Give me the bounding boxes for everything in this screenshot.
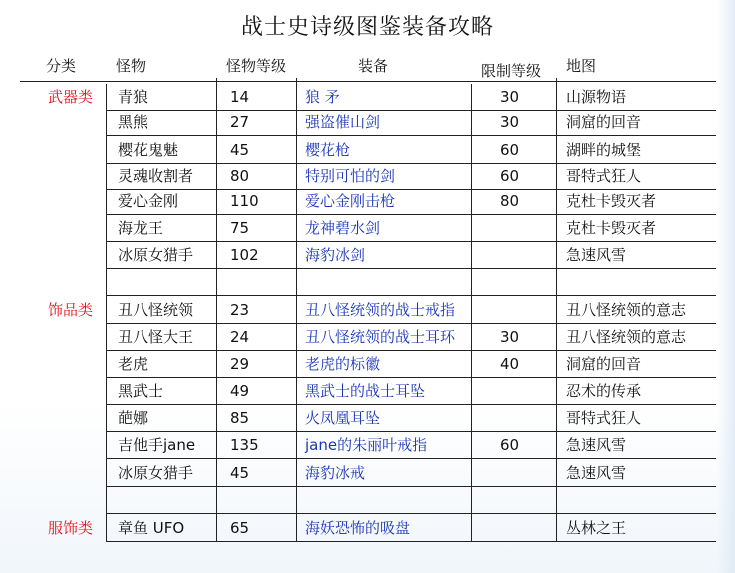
table-row-rule (106, 486, 716, 487)
cell-equipment: 海豹冰剑 (305, 246, 366, 264)
cell-equipment: 丑八怪统领的战士戒指 (305, 301, 456, 319)
cell-level: 102 (230, 246, 259, 264)
cell-limit: 30 (500, 113, 520, 131)
cell-level: 45 (230, 464, 250, 482)
table-row-rule (106, 323, 716, 324)
cell-level: 45 (230, 141, 250, 159)
table-row-rule (106, 431, 716, 432)
cell-monster: 冰原女猎手 (118, 246, 194, 264)
cell-map: 急速风雪 (566, 464, 627, 482)
page-edge-shadow (717, 0, 735, 573)
cell-map: 丑八怪统领的意志 (566, 328, 687, 346)
cell-monster: 丑八怪大王 (118, 328, 194, 346)
table-column-divider (216, 78, 217, 542)
header-limit: 限制等级 (481, 62, 542, 80)
cell-equipment: 火凤凰耳坠 (305, 409, 381, 427)
cell-equipment: 黑武士的战士耳坠 (305, 382, 426, 400)
table-column-divider (106, 84, 107, 542)
cell-equipment: 特别可怕的剑 (305, 167, 396, 185)
cell-level: 23 (230, 301, 250, 319)
cell-level: 80 (230, 167, 250, 185)
cell-map: 哥特式狂人 (566, 409, 642, 427)
header-level: 怪物等级 (226, 57, 287, 75)
cell-level: 14 (230, 88, 250, 106)
cell-equipment: 强盗催山剑 (305, 113, 381, 131)
cell-limit: 80 (500, 192, 520, 210)
cell-equipment: jane的朱丽叶戒指 (305, 436, 428, 454)
cell-category: 服饰类 (48, 519, 94, 537)
cell-monster: 黑熊 (118, 113, 149, 131)
cell-monster: 冰原女猎手 (118, 464, 194, 482)
cell-monster: 樱花鬼魅 (118, 141, 179, 159)
cell-monster: 爱心金刚 (118, 192, 179, 210)
table-row-rule (106, 458, 716, 459)
table-row-rule (106, 214, 716, 215)
cell-level: 65 (230, 519, 250, 537)
cell-category: 武器类 (48, 88, 94, 106)
cell-map: 急速风雪 (566, 246, 627, 264)
table-row-rule (106, 350, 716, 351)
table-row-rule (106, 295, 716, 296)
cell-category: 饰品类 (48, 301, 94, 319)
cell-monster: 章鱼 UFO (118, 519, 185, 537)
table-row-rule (106, 189, 716, 190)
cell-map: 丑八怪统领的意志 (566, 301, 687, 319)
table-row-rule (106, 541, 716, 542)
cell-monster: 灵魂收割者 (118, 167, 194, 185)
cell-map: 克杜卡毁灭者 (566, 219, 657, 237)
cell-equipment: 老虎的标徽 (305, 355, 381, 373)
cell-monster: 黑武士 (118, 382, 164, 400)
cell-equipment: 爱心金刚击枪 (305, 192, 396, 210)
cell-level: 49 (230, 382, 250, 400)
cell-equipment: 龙神碧水剑 (305, 219, 381, 237)
cell-limit: 60 (500, 141, 520, 159)
table-column-divider (556, 78, 557, 542)
cell-limit: 30 (500, 88, 520, 106)
cell-map: 山源物语 (566, 88, 627, 106)
table-row-rule (106, 404, 716, 405)
cell-equipment: 丑八怪统领的战士耳环 (305, 328, 456, 346)
table-column-divider (471, 84, 472, 542)
table-row-rule (106, 268, 716, 269)
cell-equipment: 海妖恐怖的吸盘 (305, 519, 411, 537)
cell-limit: 40 (500, 355, 520, 373)
cell-map: 湖畔的城堡 (566, 141, 642, 159)
cell-equipment: 海豹冰戒 (305, 464, 366, 482)
cell-monster: 海龙王 (118, 219, 164, 237)
cell-map: 丛林之王 (566, 519, 627, 537)
cell-level: 29 (230, 355, 250, 373)
cell-monster: 老虎 (118, 355, 149, 373)
cell-level: 110 (230, 192, 259, 210)
cell-level: 24 (230, 328, 250, 346)
cell-limit: 30 (500, 328, 520, 346)
table-row-rule (106, 513, 716, 514)
cell-level: 85 (230, 409, 250, 427)
cell-map: 克杜卡毁灭者 (566, 192, 657, 210)
cell-map: 急速风雪 (566, 436, 627, 454)
cell-map: 洞窟的回音 (566, 113, 642, 131)
table-column-divider (296, 78, 297, 542)
cell-monster: 丑八怪统领 (118, 301, 194, 319)
header-equipment: 装备 (358, 57, 389, 75)
cell-equipment: 狼 矛 (305, 88, 340, 106)
page-title: 战士史诗级图鉴装备攻略 (240, 15, 494, 40)
header-monster: 怪物 (116, 57, 147, 75)
header-category: 分类 (46, 57, 77, 75)
cell-limit: 60 (500, 436, 520, 454)
cell-equipment: 樱花枪 (305, 141, 351, 159)
cell-level: 27 (230, 113, 250, 131)
header-map: 地图 (566, 57, 597, 75)
cell-monster: 吉他手jane (118, 436, 196, 454)
cell-level: 135 (230, 436, 259, 454)
cell-map: 忍术的传承 (566, 382, 642, 400)
cell-map: 哥特式狂人 (566, 167, 642, 185)
table-row-rule (106, 163, 716, 164)
table-row-rule (106, 241, 716, 242)
cell-limit: 60 (500, 167, 520, 185)
table-row-rule (106, 110, 716, 111)
cell-map: 洞窟的回音 (566, 355, 642, 373)
table-top-rule (20, 81, 716, 82)
cell-monster: 青狼 (118, 88, 149, 106)
cell-monster: 葩娜 (118, 409, 149, 427)
table-row-rule (106, 135, 716, 136)
table-row-rule (106, 377, 716, 378)
cell-level: 75 (230, 219, 250, 237)
